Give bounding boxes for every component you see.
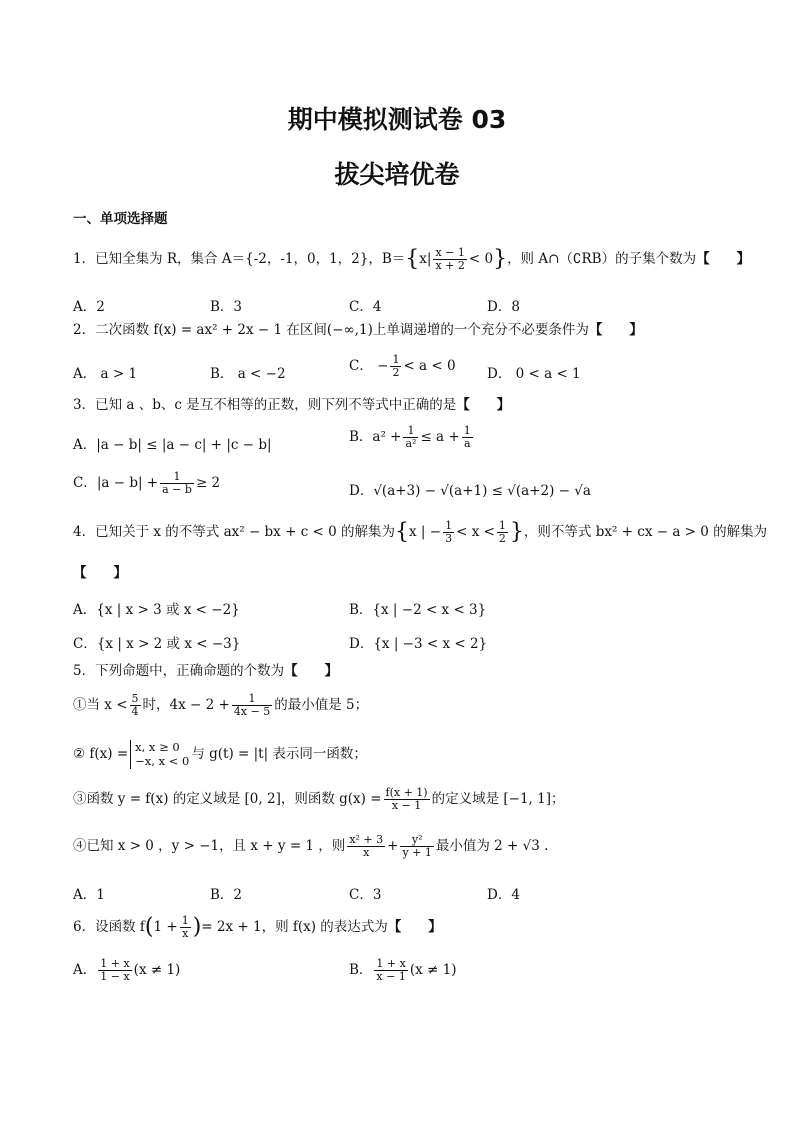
q1-set-open: x| xyxy=(419,251,432,268)
answer-bracket: 【 】 xyxy=(456,397,511,413)
section-heading: 一、单项选择题 xyxy=(73,211,168,227)
q4-option-b[interactable]: B．{x | −2 < x < 3} xyxy=(349,602,487,618)
q5-option-a[interactable]: A．1 xyxy=(73,887,105,903)
brace-open: { xyxy=(395,519,410,545)
q5-text: 5．下列命题中，正确命题的个数为 xyxy=(73,663,285,679)
answer-bracket: 【 】 xyxy=(696,251,751,268)
q1-text-1: 1．已知全集为 R，集合 A＝{-2，-1，0，1，2}，B＝ xyxy=(73,251,406,268)
q1-set-close: < 0 xyxy=(468,251,494,268)
q3-option-c[interactable]: C．|a − b| + $\frac{1}{a - b}$ ≥ 2 xyxy=(73,470,221,497)
q4-option-a[interactable]: A．{x | x > 3 或 x < −2} xyxy=(73,602,240,618)
q5-statement-4: ④已知 x > 0 ，y > −1，且 x + y = 1 ，则 $\frac{\text{x² + 3}}{x}$ + $\frac{\text{y²}}{y + 1}$ 最小值为 2 + √3 . xyxy=(73,833,549,860)
answer-bracket: 【 】 xyxy=(387,919,442,936)
brace-open: { xyxy=(405,246,420,272)
page-title: 期中模拟测试卷 03 xyxy=(287,105,507,134)
q6-option-a[interactable]: A． $\frac{1 + x}{1 - x}$ (x ≠ 1) xyxy=(73,957,181,984)
q2-text: 2．二次函数 f(x) = ax² + 2x − 1 在区间(−∞,1)上单调递增的一个充分不必要条件为 xyxy=(73,322,589,338)
answer-bracket: 【 】 xyxy=(73,565,127,581)
q3-option-d[interactable]: D．√(a+3) − √(a+1) ≤ √(a+2) − √a xyxy=(349,483,591,499)
q1-text-2: ，则 A∩（∁RB）的子集个数为 xyxy=(507,251,697,268)
brace-close: } xyxy=(509,519,524,545)
q5-option-c[interactable]: C．3 xyxy=(349,887,382,903)
q1-option-c[interactable]: C．4 xyxy=(349,299,382,315)
question-3 xyxy=(73,399,510,413)
q1-option-b[interactable]: B．3 xyxy=(210,299,243,315)
q2-option-b[interactable]: B． a < −2 xyxy=(210,366,286,382)
page-subtitle: 拔尖培优卷 xyxy=(334,160,460,189)
q3-option-a[interactable]: A．|a − b| ≤ |a − c| + |c − b| xyxy=(73,437,272,453)
q1-option-a[interactable]: A．2 xyxy=(73,299,105,315)
q5-option-b[interactable]: B．2 xyxy=(210,887,243,903)
q2-option-d[interactable]: D． 0 < a < 1 xyxy=(487,366,581,382)
q4-option-c[interactable]: C．{x | x > 2 或 x < −3} xyxy=(73,636,241,652)
question-5 xyxy=(73,665,338,679)
brace-close: } xyxy=(493,246,508,272)
q2-option-a[interactable]: A． a > 1 xyxy=(73,366,138,382)
q1-option-d[interactable]: D．8 xyxy=(487,299,520,315)
question-2 xyxy=(73,324,643,338)
q5-statement-2: ② f(x) = x, x ≥ 0 −x, x < 0 与 g(t) = |t| 表示同一函数； xyxy=(73,740,367,769)
question-6: 6．设函数 f(1 + $\frac{1}{x}$ )= 2x + 1，则 f(x) 的表达式为【 】 xyxy=(73,914,442,941)
question-1 xyxy=(73,247,750,272)
answer-bracket: 【 】 xyxy=(284,663,339,679)
piecewise-function: x, x ≥ 0 −x, x < 0 xyxy=(130,740,189,769)
q5-statement-3: ③函数 y = f(x) 的定义域是 [0, 2]，则函数 g(x) = $\frac{f(x + 1)}{x - 1}$ 的定义域是 [−1, 1]； xyxy=(73,786,565,813)
answer-bracket: 【 】 xyxy=(588,322,643,338)
question-4: 4．已知关于 x 的不等式 ax² − bx + c < 0 的解集为{x | − $\frac{1}{3}$ < x < $\frac{1}{2}$ }，则不等式 bx² + cx − a > 0 的解集为 xyxy=(73,519,768,546)
q5-option-d[interactable]: D．4 xyxy=(487,887,520,903)
q3-text: 3．已知 a 、b、c 是互不相等的正数，则下列不等式中正确的是 xyxy=(73,397,457,413)
q4-option-d[interactable]: D．{x | −3 < x < 2} xyxy=(349,636,488,652)
q6-option-b[interactable]: B． $\frac{1 + x}{x - 1}$ (x ≠ 1) xyxy=(349,957,457,984)
q4-text-2: ，则不等式 bx² + cx − a > 0 的解集为 xyxy=(523,524,768,541)
q2-option-c[interactable]: C． − $\frac{1}{2}$ < a < 0 xyxy=(349,353,456,380)
q5-statement-1: ①当 x < $\frac{5}{4}$ 时，4x − 2 + $\frac{1}{4x - 5}$ 的最小值是 5； xyxy=(73,692,369,719)
q3-option-b[interactable]: B．a² + $\frac{1}{\text{a²}}$ ≤ a + $\frac{1}{a}$ xyxy=(349,424,471,451)
q1-fraction: $\frac{x - 1}{x + 2}$ xyxy=(435,246,465,273)
q4-text-1: 4．已知关于 x 的不等式 ax² − bx + c < 0 的解集为 xyxy=(73,524,396,541)
